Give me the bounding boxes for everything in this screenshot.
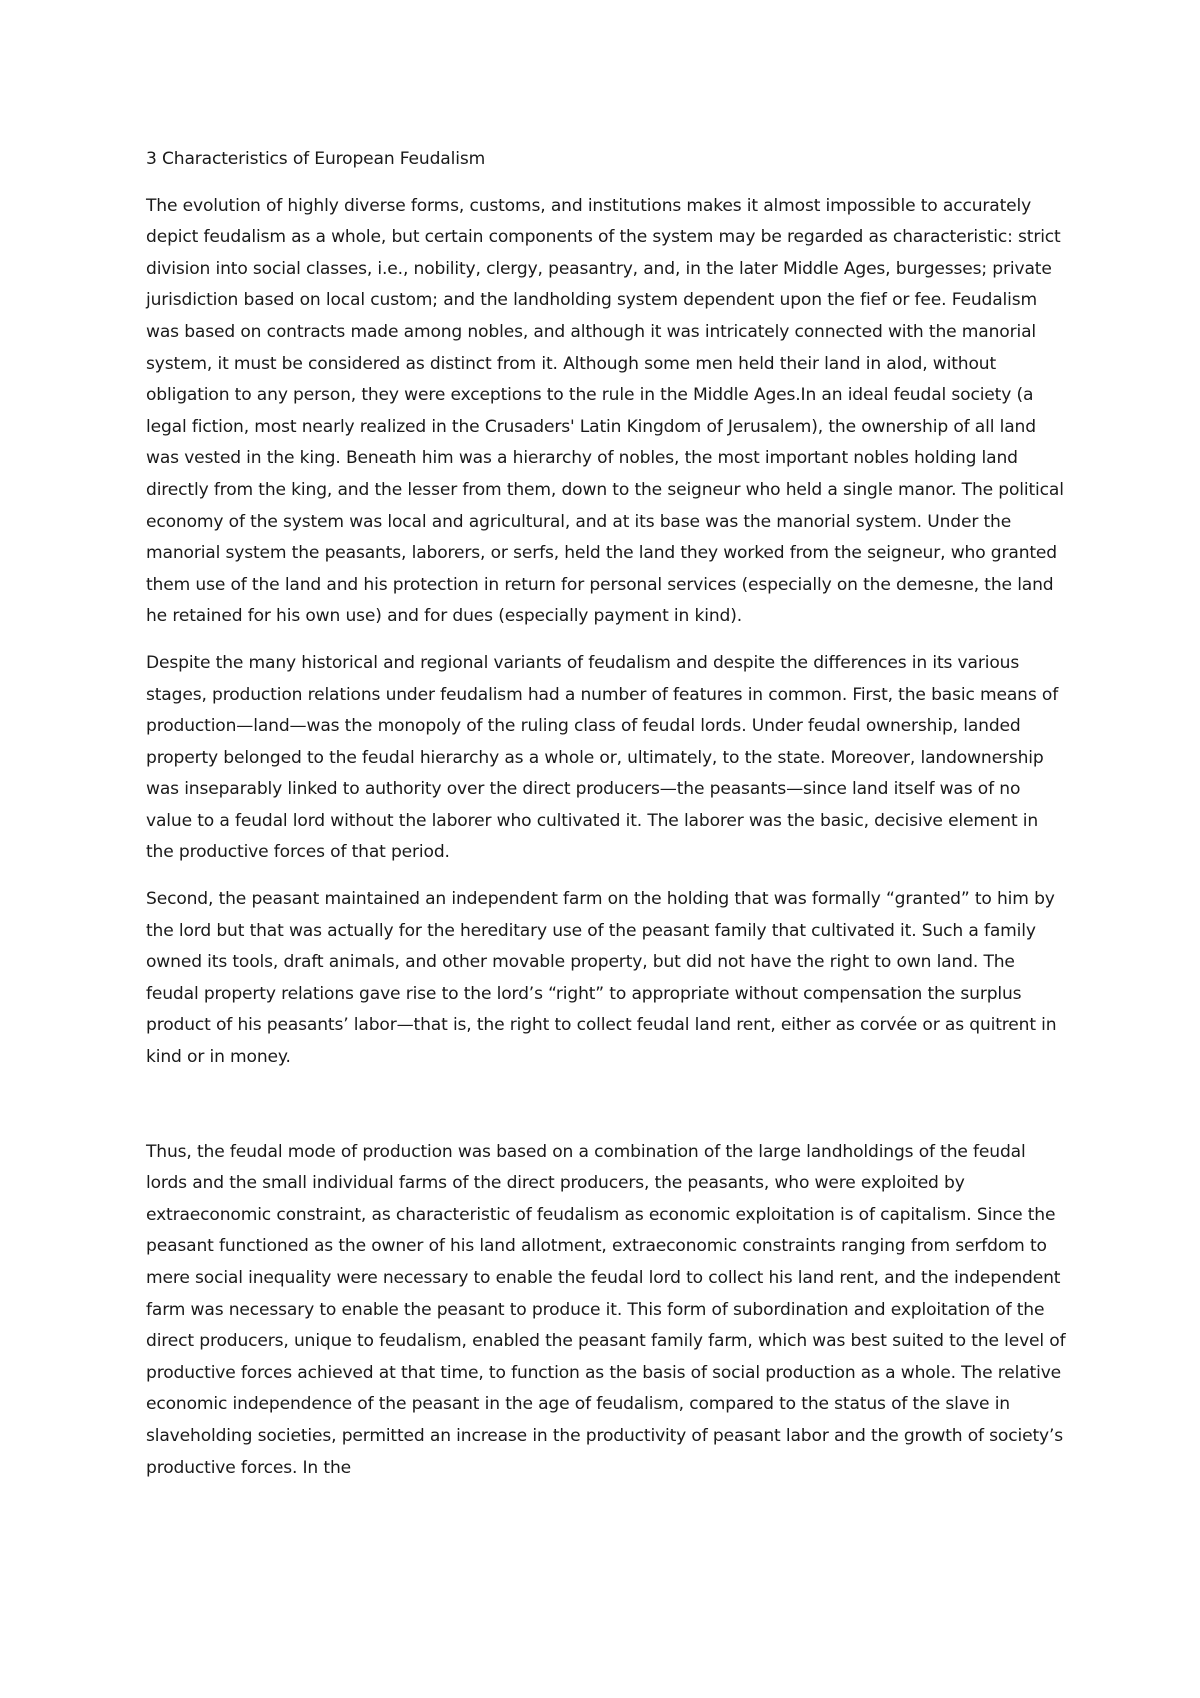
document-body: [146, 144, 1066, 1499]
document-title: 3 Characteristics of European Feudalism: [146, 149, 486, 169]
paragraph-peasant-farm: Second, the peasant maintained an independent farm on the holding that was formally “granted” to him by the lord but that was actually for the hereditary use of the peasant family that cultivated it. Such a family owned its tools, draft animals, and other movable property, but did not have the right to own land. The feudal property relations gave rise to the lord’s “right” to appropriate without compensation the surplus product of his peasants’ labor—that is, the right to collect feudal land rent, either as corvée or as quitrent in kind or in money.: [146, 889, 1057, 1068]
paragraph-feudal-mode-of-production: Thus, the feudal mode of production was based on a combination of the large landholdings of the feudal lords and the small individual farms of the direct producers, the peasants, who were exploited by extraeconomic constraint, as characteristic of feudalism as economic exploitation is of capitalism. Since the peasant functioned as the owner of his land allotment, extraeconomic constraints ranging from serfdom to mere social inequality were necessary to enable the feudal lord to collect his land rent, and the independent farm was necessary to enable the peasant to produce it. This form of subordination and exploitation of the direct producers, unique to feudalism, enabled the peasant family farm, which was best suited to the level of productive forces achieved at that time, to function as the basis of social production as a whole. The relative economic independence of the peasant in the age of feudalism, compared to the status of the slave in slaveholding societies, permitted an increase in the productivity of peasant labor and the growth of society’s productive forces. In the: [146, 1141, 1066, 1478]
paragraph-feudalism-characteristics: The evolution of highly diverse forms, customs, and institutions makes it almost impossible to accurately depict feudalism as a whole, but certain components of the system may be regarded as characteristic: strict division into social classes, i.e., nobility, clergy, peasantry, and, in the later Middle Ages, burgesses; private jurisdiction based on local custom; and the landholding system dependent upon the fief or fee. Feudalism was based on contracts made among nobles, and although it was intricately connected with the manorial system, it must be considered as distinct from it. Although some men held their land in alod, without obligation to any person, they were exceptions to the rule in the Middle Ages.In an ideal feudal society (a legal fiction, most nearly realized in the Crusaders' Latin Kingdom of Jerusalem), the ownership of all land was vested in the king. Beneath him was a hierarchy of nobles, the most important nobles holding land directly from the king, and the lesser from them, down to the seigneur who held a single manor. The political economy of the system was local and agricultural, and at its base was the manorial system. Under the manorial system the peasants, laborers, or serfs, held the land they worked from the seigneur, who granted them use of the land and his protection in return for personal services (especially on the demesne, the land he retained for his own use) and for dues (especially payment in kind).: [146, 195, 1064, 627]
paragraph-production-relations: Despite the many historical and regional variants of feudalism and despite the differences in its various stages, production relations under feudalism had a number of features in common. First, the basic means of production—land—was the monopoly of the ruling class of feudal lords. Under feudal ownership, landed property belonged to the feudal hierarchy as a whole or, ultimately, to the state. Moreover, landownership was inseparably linked to authority over the direct producers—the peasants—since land itself was of no value to a feudal lord without the laborer who cultivated it. The laborer was the basic, decisive element in the productive forces of that period.: [146, 652, 1059, 863]
